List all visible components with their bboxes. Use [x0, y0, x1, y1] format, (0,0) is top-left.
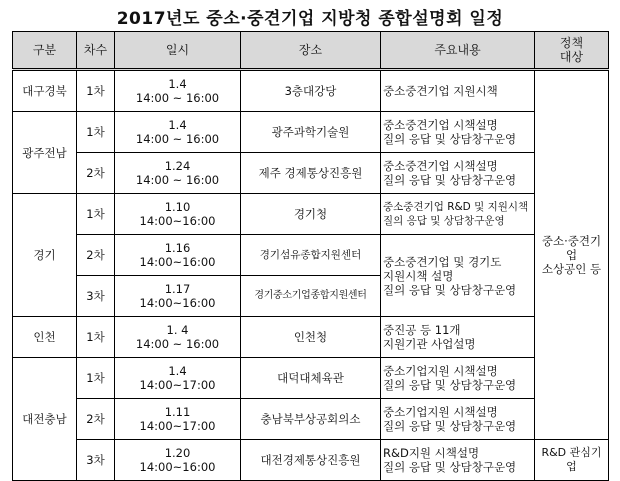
- target-cell-rnd: R&D 관심기업: [535, 440, 609, 481]
- region-cell: 대구경북: [13, 70, 77, 112]
- venue-cell: 인천청: [241, 317, 381, 358]
- venue-cell: 대전경제통상진흥원: [241, 440, 381, 481]
- venue-cell: 광주과학기술원: [241, 112, 381, 153]
- content-cell: 중소기업지원 시책설명 질의 응답 및 상담창구운영: [381, 399, 535, 440]
- content-cell: 중소중견기업 시책설명 질의 응답 및 상담창구운영: [381, 153, 535, 194]
- header-target: 정책 대상: [535, 32, 609, 70]
- venue-cell: 충남북부상공회의소: [241, 399, 381, 440]
- header-datetime: 일시: [115, 32, 241, 70]
- datetime-cell: [115, 276, 241, 317]
- header-row: [13, 32, 609, 70]
- table-row: [13, 317, 609, 358]
- round-cell: 1차: [77, 70, 115, 112]
- round-cell: 2차: [77, 399, 115, 440]
- date-text: 1.11: [164, 405, 191, 419]
- time-text: 14:00~16:00: [139, 255, 216, 269]
- content-cell: R&D지원 시책설명 질의 응답 및 상담창구운영: [381, 440, 535, 481]
- date-text: 1.4: [168, 364, 187, 378]
- date-text: 1.16: [164, 241, 191, 255]
- datetime-cell: [115, 399, 241, 440]
- venue-cell: 제주 경제통상진흥원: [241, 153, 381, 194]
- content-cell: 중진공 등 11개 지원기관 사업설명: [381, 317, 535, 358]
- table-row: [13, 153, 609, 194]
- date-text: 1.20: [164, 446, 191, 460]
- content-cell: 중소중견기업 시책설명 질의 응답 및 상담창구운영: [381, 112, 535, 153]
- table-row: [13, 70, 609, 112]
- datetime-cell: [115, 112, 241, 153]
- date-text: 1.4: [168, 77, 187, 91]
- round-cell: 1차: [77, 358, 115, 399]
- page-title: 2017년도 중소·중견기업 지방청 종합설명회 일정: [116, 9, 504, 29]
- venue-cell: 3층대강당: [241, 70, 381, 112]
- content-cell: 중소중견기업 및 경기도 지원시책 설명 질의 응답 및 상담창구운영: [381, 235, 535, 317]
- round-cell: 1차: [77, 317, 115, 358]
- table-row: [13, 194, 609, 235]
- region-cell: 경기: [13, 194, 77, 317]
- round-cell: 2차: [77, 235, 115, 276]
- time-text: 14:00 ~ 16:00: [135, 337, 220, 351]
- round-cell: 2차: [77, 153, 115, 194]
- table-row: [13, 358, 609, 399]
- venue-cell: 경기중소기업종합지원센터: [241, 276, 381, 317]
- region-cell: 광주전남: [13, 112, 77, 194]
- table-row: [13, 399, 609, 440]
- time-text: 14:00~17:00: [139, 419, 216, 433]
- header-round: 차수: [77, 32, 115, 70]
- venue-cell: 대덕대체육관: [241, 358, 381, 399]
- time-text: 14:00~16:00: [139, 460, 216, 474]
- time-text: 14:00 ~ 16:00: [135, 173, 220, 187]
- date-text: 1.10: [164, 200, 191, 214]
- time-text: 14:00 ~ 16:00: [135, 91, 220, 105]
- datetime-cell: [115, 153, 241, 194]
- table-row: [13, 235, 609, 276]
- venue-cell: 경기청: [241, 194, 381, 235]
- content-cell: 중소중견기업 지원시책: [381, 70, 535, 112]
- content-cell: 중소기업지원 시책설명 질의 응답 및 상담창구운영: [381, 358, 535, 399]
- round-cell: 3차: [77, 276, 115, 317]
- table-row: [13, 440, 609, 481]
- datetime-cell: [115, 317, 241, 358]
- header-content: 주요내용: [381, 32, 535, 70]
- datetime-cell: [115, 235, 241, 276]
- datetime-cell: [115, 70, 241, 112]
- time-text: 14:00 ~ 16:00: [135, 132, 220, 146]
- header-venue: 장소: [241, 32, 381, 70]
- region-cell: 대전충남: [13, 358, 77, 481]
- table-row: [13, 112, 609, 153]
- datetime-cell: [115, 440, 241, 481]
- time-text: 14:00~17:00: [139, 378, 216, 392]
- content-cell: 중소중견기업 R&D 및 지원시책 질의 응답 및 상담창구운영: [381, 194, 535, 235]
- date-text: 1. 4: [166, 323, 189, 337]
- date-text: 1.24: [164, 159, 191, 173]
- venue-cell: 경기섬유종합지원센터: [241, 235, 381, 276]
- datetime-cell: [115, 194, 241, 235]
- round-cell: 1차: [77, 194, 115, 235]
- schedule-table: [12, 31, 609, 481]
- date-text: 1.17: [164, 282, 191, 296]
- round-cell: 1차: [77, 112, 115, 153]
- header-region: 구분: [13, 32, 77, 70]
- time-text: 14:00~16:00: [139, 214, 216, 228]
- round-cell: 3차: [77, 440, 115, 481]
- time-text: 14:00~16:00: [139, 296, 216, 310]
- datetime-cell: [115, 358, 241, 399]
- date-text: 1.4: [168, 118, 187, 132]
- target-cell-main: 중소·중견기업 소상공인 등: [535, 70, 609, 440]
- region-cell: 인천: [13, 317, 77, 358]
